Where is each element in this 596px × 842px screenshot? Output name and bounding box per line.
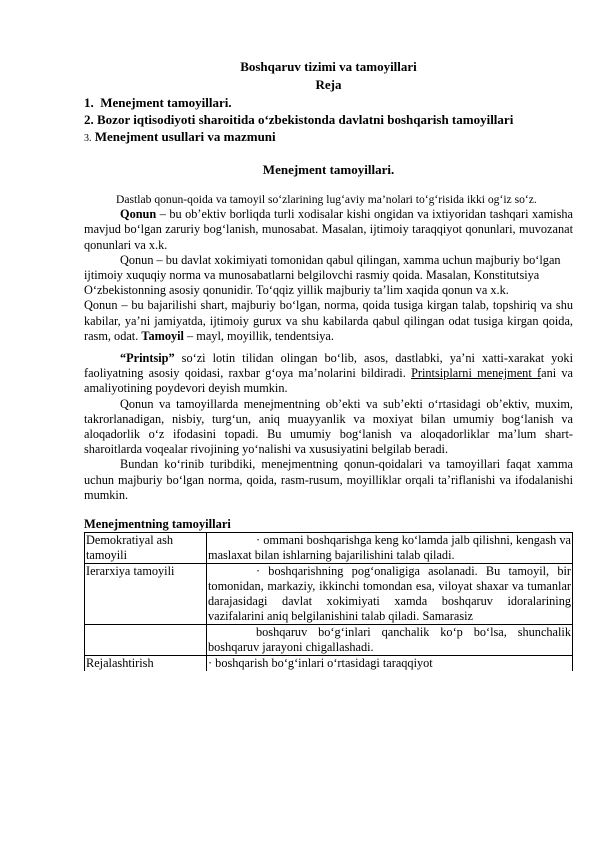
document-title: Boshqaruv tizimi va tamoyillari bbox=[240, 59, 417, 74]
paragraph: Qonun – bu davlat xokimiyati tomonidan qabul qilingan, xamma uchun majburiy bo‘lgan ijtimoiy xuquqiy norma va munosabatlarni belgilovchi rasmiy qoida. Masalan, Konstitutsiya O‘zbekistonning asosiy qonunidir. To‘qqiz yillik majburiy ta’lim xaqida qonun va x.k. bbox=[84, 252, 561, 298]
table-row bbox=[85, 564, 573, 625]
table-row bbox=[85, 656, 573, 672]
term-bold: Tamoyil bbox=[141, 328, 184, 343]
principle-name: Rejalashtirish bbox=[85, 656, 207, 672]
plan-item-text: Bozor iqtisodiyoti sharoitida o‘zbekistonda davlatni boshqarish tamoyillari bbox=[97, 112, 514, 127]
principle-description: · ommani boshqarishga keng ko‘lamda jalb qilishni, kengash va maslaxat bilan ishlarning bajarilishini talab qiladi. bbox=[208, 533, 571, 563]
document-page bbox=[84, 58, 573, 671]
principle-description: boshqaruv bo‘g‘inlari qanchalik ko‘p bo‘lsa, shunchalik boshqaruv jarayoni chigallashadi. bbox=[208, 625, 571, 655]
plan-item bbox=[84, 94, 573, 111]
principle-description: · boshqarish bo‘g‘inlari o‘rtasidagi taraqqiyot bbox=[207, 656, 573, 672]
underlined-text: Printsiplarni menejment f bbox=[411, 366, 542, 381]
plan-list bbox=[84, 94, 573, 147]
table-row bbox=[85, 625, 573, 656]
table-row bbox=[85, 533, 573, 564]
paragraph: Qonun va tamoyillarda menejmentning ob’ekti va sub’ekti o‘rtasidagi ob’ektiv, muxim, takrorlanadigan, nisbiy, turg‘un, aniq muayyanlik va moxiyat bilan umumiy bog‘lanish va aloqadorlik o‘z ifodasini topadi. Bu umumiy bog‘lanish va aloqadorliklar ma’lum shart-sharoitlarda voqealar rivojining yo‘nalishi va xususiyatini belgilab beradi. bbox=[84, 396, 573, 457]
plan-item bbox=[84, 128, 573, 147]
table-title: Menejmentning tamoyillari bbox=[84, 517, 231, 532]
principle-name bbox=[85, 625, 207, 656]
paragraph: Qonun – bu bajarilishi shart, majburiy bo‘lgan, norma, qoida tusiga kirgan talab, topshiriq va shu kabilar, ya’ni jamiyatda, ijtimoiy gurux va shu kabilarda qabul qilingan odat tusiga kirgan qoida, rasm, odat. Tamoyil – mayl, moyillik, tendentsiya. bbox=[84, 298, 573, 343]
plan-item-text: Menejment tamoyillari. bbox=[100, 95, 232, 110]
plan-item-number: 2. bbox=[84, 112, 94, 127]
principle-name: Demokratiyal ash tamoyili bbox=[85, 533, 207, 564]
paragraph: Qonun – bu ob’ektiv borliqda turli xodisalar kishi ongidan va ixtiyoridan tashqari xamisha mavjud bo‘lgan zaruriy bog‘lanish, munosabat. Masalan, ijtimoiy taraqqiyot qonunlari, muvozanat qonunlari va x.k. bbox=[84, 207, 573, 252]
paragraph: Dastlab qonun-qoida va tamoyil so‘zlarining lug‘aviy ma’nolari to‘g‘risida ikki og‘iz so‘z. bbox=[116, 193, 537, 206]
term-bold: “Printsip” bbox=[120, 351, 175, 366]
principles-table bbox=[84, 532, 573, 671]
plan-item-number: 3. bbox=[84, 133, 92, 144]
paragraph: Bundan ko‘rinib turibdiki, menejmentning qonun-qoidalari va tamoyillari faqat xamma uchun majburiy bo‘lgan norma, qoida, rasm-rusum, moyilliklar orqali ta’riflanishi va ifodalanishi mumkin. bbox=[84, 457, 573, 502]
plan-item-text: Menejment usullari va mazmuni bbox=[94, 129, 276, 144]
principle-name: Ierarxiya tamoyili bbox=[85, 564, 207, 625]
section-title: Menejment tamoyillari. bbox=[262, 162, 395, 177]
term-bold: Qonun bbox=[120, 207, 157, 222]
paragraph: “Printsip” so‘zi lotin tilidan olingan bo‘lib, asos, dastlabki, ya’ni xatti-xarakat yoki faoliyatning asosiy qoidasi, raxbar g‘oya ma’nolarini bildiradi. Printsiplarni menejment fani va amaliyotining poydevori deyish mumkin. bbox=[84, 351, 573, 396]
plan-item bbox=[84, 111, 573, 128]
principle-description: · boshqarishning pog‘onaligiga asolanadi. Bu tamoyil, bir tomonidan, markaziy, ikkinchi tomondan esa, viloyat shaxar va tumanlar darajasidagi davlat xokimiyati xamda boshqaruv idoralarining vazifalarini aniq belgilanishini talab qiladi. Samarasiz bbox=[208, 564, 571, 624]
plan-heading: Reja bbox=[315, 77, 342, 92]
plan-item-number: 1. bbox=[84, 95, 94, 110]
